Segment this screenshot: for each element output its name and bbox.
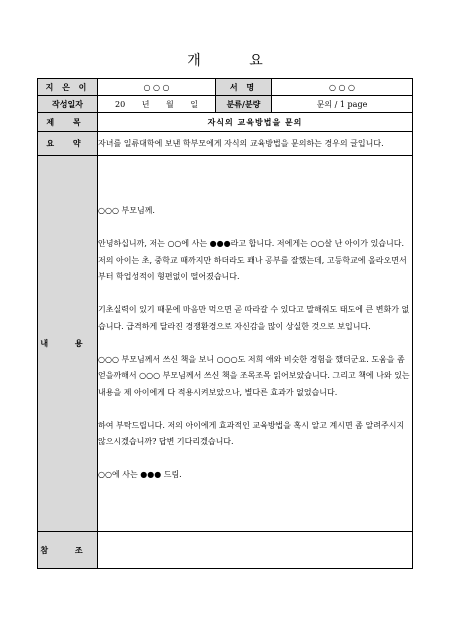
content-paragraph: 기초실력이 있기 때문에 마음만 먹으면 곧 따라갈 수 있다고 말해줘도 태도에 큰 변화가 없습니다. 급격하게 달라진 경쟁환경으로 자신감을 많이 상실한 것으로 보입니다. — [98, 305, 410, 331]
date-value[interactable]: 20 년 월 일 — [98, 96, 216, 113]
reference-label: 참 조 — [38, 532, 98, 569]
summary-value[interactable]: 자녀를 일류대학에 보낸 학부모에게 자식의 교육방법을 문의하는 경우의 글입니다. — [98, 132, 413, 156]
author-value[interactable]: ○ ○ ○ — [98, 79, 216, 96]
reference-row — [38, 532, 413, 569]
summary-label: 요 약 — [38, 132, 98, 156]
reference-value[interactable] — [98, 532, 413, 569]
summary-row — [38, 132, 413, 156]
subject-row — [38, 113, 413, 132]
content-paragraph: ○○○ 부모님께서 쓰신 책을 보니 ○○○도 저희 애와 비슷한 경험을 했더군요. 도움을 좀 얻을까해서 ○○○ 부모님께서 쓰신 책을 조목조목 읽어보았습니다. 그리고 책에 나와 있는 내용을 제 아이에게 다 적용시켜보았으나, 별다른 효과가 없었습니다. — [98, 354, 410, 397]
author-row — [38, 79, 413, 96]
content-row — [38, 156, 413, 532]
category-value[interactable]: 문의 / 1 page — [272, 96, 413, 113]
content-greeting: ○○○ 부모님께. — [98, 206, 155, 216]
subject-value[interactable]: 자식의 교육방법을 문의 — [98, 113, 413, 132]
category-label: 분류/분량 — [216, 96, 272, 113]
content-body[interactable] — [98, 156, 413, 532]
signature-value[interactable]: ○ ○ ○ — [272, 79, 413, 96]
content-paragraph: 안녕하십니까, 저는 ○○에 사는 ●●●라고 합니다. 저에게는 ○○살 난 아이가 있습니다. 저의 아이는 초, 중학교 때까지만 하더라도 꽤나 공부를 잘했는데, 고등학교에 올라오면서부터 학업성적이 형편없이 떨어졌습니다. — [98, 239, 407, 282]
date-row — [38, 96, 413, 113]
content-closing: ○○에 사는 ●●● 드림. — [98, 470, 182, 480]
content-label: 내 용 — [38, 156, 98, 532]
author-label: 지 은 이 — [38, 79, 98, 96]
document-form-table — [37, 78, 413, 569]
content-paragraph: 하여 부탁드립니다. 저의 아이에게 효과적인 교육방법을 혹시 알고 계시면 좀 알려주시지 않으시겠습니까? 답변 기다리겠습니다. — [98, 420, 405, 447]
signature-label: 서 명 — [216, 79, 272, 96]
date-label: 작성일자 — [38, 96, 98, 113]
page-title: 개 요 — [187, 53, 285, 69]
subject-label: 제 목 — [38, 113, 98, 132]
